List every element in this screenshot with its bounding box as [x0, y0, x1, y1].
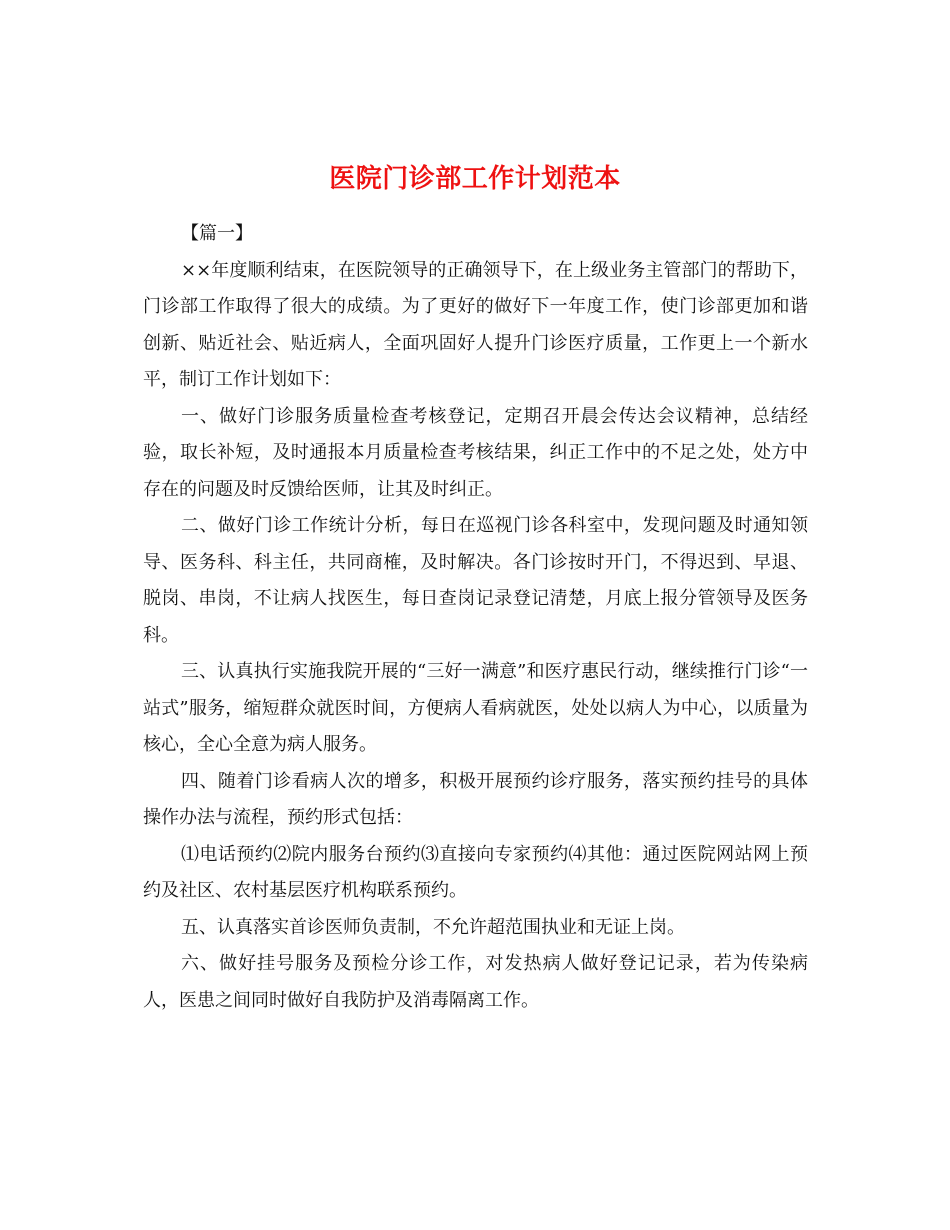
- paragraph-intro: ××年度顺利结束，在医院领导的正确领导下，在上级业务主管部门的帮助下，门诊部工作取得了很大的成绩。为了更好的做好下一年度工作，使门诊部更加和谐创新、贴近社会、贴近病人，全面巩固好人提升门诊医疗质量，工作更上一个新水平，制订工作计划如下：: [143, 259, 808, 390]
- paragraph-item-3: 三、认真执行实施我院开展的“三好一满意”和医疗惠民行动，继续推行门诊“一站式”服务，缩短群众就医时间，方便病人看病就医，处处以病人为中心，以质量为核心，全心全意为病人服务。: [143, 661, 808, 755]
- paragraph-item-4: 四、随着门诊看病人次的增多，积极开展预约诊疗服务，落实预约挂号的具体操作办法与流程，预约形式包括：: [143, 770, 808, 828]
- paragraph-item-6: 六、做好挂号服务及预检分诊工作，对发热病人做好登记记录，若为传染病人，医患之间同时做好自我防护及消毒隔离工作。: [143, 953, 808, 1011]
- paragraph-appointment-forms: ⑴电话预约⑵院内服务台预约⑶直接向专家预约⑷其他：通过医院网站网上预约及社区、农村基层医疗机构联系预约。: [143, 843, 808, 901]
- paragraph-item-1: 一、做好门诊服务质量检查考核登记，定期召开晨会传达会议精神，总结经验，取长补短，及时通报本月质量检查考核结果，纠正工作中的不足之处，处方中存在的问题及时反馈给医师，让其及时纠正。: [143, 405, 808, 500]
- section-label: 【篇一】: [181, 223, 253, 244]
- paragraph-item-2: 二、做好门诊工作统计分析，每日在巡视门诊各科室中，发现问题及时通知领导、医务科、科主任，共同商榷，及时解决。各门诊按时开门，不得迟到、早退、脱岗、串岗，不让病人找医生，每日查岗记录登记清楚，月底上报分管领导及医务科。: [143, 515, 808, 646]
- paragraph-item-5: 五、认真落实首诊医师负责制，不允许超范围执业和无证上岗。: [181, 916, 685, 938]
- document-title: 医院门诊部工作计划范本: [329, 164, 621, 195]
- document-body: [143, 216, 808, 1019]
